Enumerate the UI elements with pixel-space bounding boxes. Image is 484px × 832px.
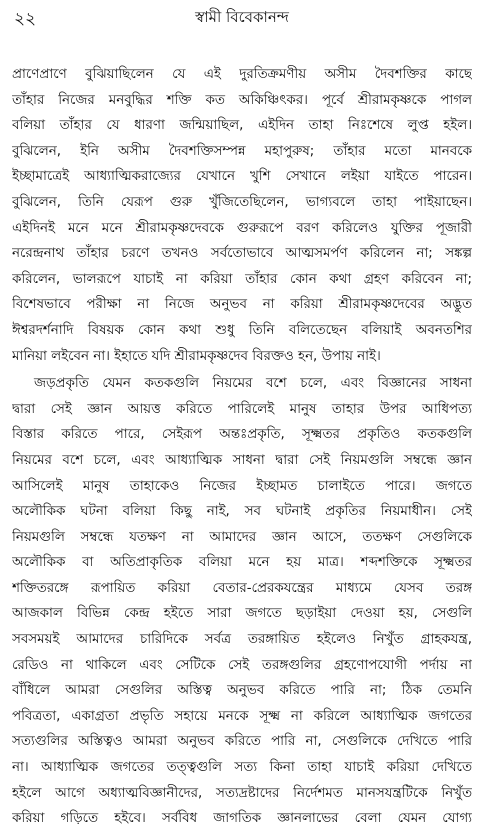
text-line: বিশেষভাবে পরীক্ষা না নিজে অনুভব না করিয়া শ্রীরামকৃষ্ণদেবের অদ্ভুত [12,297,472,313]
text-line: পবিত্রতা, একাগ্রতা প্রভৃতি সহায়ে মনকে সূক্ষ্ম না করিলে আধ্যাত্মিক জগতের [12,708,472,724]
text-line: নিয়মগুলি সম্বন্ধে যতক্ষণ না আমাদের জ্ঞান আসে, ততক্ষণ সেগুলিকে [12,529,472,545]
body-text [12,62,472,832]
text-line: শক্তিতরঙ্গে রূপায়িত করিয়া বেতার-প্রেরকযন্ত্রের মাধ্যমে যেসব তরঙ্গ [12,580,472,596]
text-line: দ্বারা সেই জ্ঞান আয়ত্ত করিতে পারিলেই মানুষ তাহার উপর আধিপত্য [12,401,472,417]
page-header [12,4,472,34]
running-title: স্বামী বিবেকানন্দ [195,8,289,26]
text-line: জড়প্রকৃতি যেমন কতকগুলি নিয়মের বশে চলে, এবং বিজ্ঞানের সাধনা [34,376,472,392]
text-line: বাঁধিলে আমরা সেগুলির অস্তিত্ব অনুভব করিতে পারি না; ঠিক তেমনি [12,683,472,699]
text-line: রেডিও না থাকিলে এবং সেটিকে সেই তরঙ্গগুলির গ্রহণোপযোগী পর্দায় না [12,657,472,673]
page-number: ২২ [14,9,37,29]
text-line: সবসময়ই আমাদের চারিদিকে সর্বত্র তরঙ্গায়িত হইলেও নিখুঁত গ্রাহকযন্ত্র, [12,632,472,648]
text-line: ঈশ্বরদর্শনাদি বিষয়ক কোন কথা শুধু তিনি বলিতেছেন বলিয়াই অবনতশির [12,322,472,338]
text-line: বুঝিলেন, ইনি অসীম দৈবশক্তিসম্পন্ন মহাপুরুষ; তাঁহার মতো মানবকে [12,143,472,159]
text-line: হইলে আগে অধ্যাত্মবিজ্ঞানীদের, সত্যদ্রষ্টাদের নির্দেশমত মানসযন্ত্রটিকে নিখুঁত [12,785,472,801]
text-line: বিস্তার করিতে পারে, সেইরূপ অন্তঃপ্রকৃতি, সূক্ষ্মতর প্রকৃতিও কতকগুলি [12,427,472,443]
paragraph-2 [12,371,472,832]
text-line: নিয়মের বশে চলে, এবং আধ্যাত্মিক সাধনা দ্বারা সেই নিয়মগুলি সম্বন্ধে জ্ঞান [12,452,472,468]
text-line: বুঝিলেন, তিনি যেরূপ গুরু খুঁজিতেছিলেন, ভাগ্যবলে তাহা পাইয়াছেন। [12,194,472,210]
text-line: আজকাল বিভিন্ন কেন্দ্র হইতে সারা জগতে ছড়াইয়া দেওয়া হয়, সেগুলি [12,606,472,622]
text-line: তাঁহার নিজের মনবুদ্ধির শক্তি কত অকিঞ্চিৎকর। পূর্বে শ্রীরামকৃষ্ণকে পাগল [12,92,472,108]
text-line: মানিয়া লইবেন না। ইহাতে যদি শ্রীরামকৃষ্ণদেব বিরক্তও হন, উপায় নাই। [12,348,381,364]
text-line: করিয়া গড়িতে হইবে। সর্ববিধ জাগতিক জ্ঞানলাভের বেলা যেমন যোগ্য [12,811,472,827]
text-line: সত্যগুলির অস্তিত্বও আমরা অনুভব করিতে পারি না, সেগুলিকে দেখিতে পারি [12,734,472,750]
text-line: প্রাণেপ্রাণে বুঝিয়াছিলেন যে এই দুরতিক্রমণীয় অসীম দৈবশক্তির কাছে [12,67,472,82]
paragraph-1 [12,62,472,369]
text-line: ইচ্ছামাত্রেই আধ্যাত্মিকরাজ্যের যেখানে খুশি সেখানে লইয়া যাইতে পারেন। [12,169,472,185]
text-line: আসিলেই মানুষ তাহাকেও নিজের ইচ্ছামত চালাইতে পারে। জগতে [12,478,472,494]
text-line: এইদিনই মনে মনে শ্রীরামকৃষ্ণদেবকে গুরুরূপে বরণ করিলেও যুক্তির পূজারী [12,220,472,236]
text-line: করিলেন, ভালরূপে যাচাই না করিয়া তাঁহার কোন কথা গ্রহণ করিবেন না; [12,271,472,287]
text-line: অলৌকিক বা অতিপ্রাকৃতিক বলিয়া মনে হয় মাত্র। শব্দশক্তিকে সূক্ষ্মতর [12,555,472,571]
text-line: বলিয়া তাঁহার যে ধারণা জন্মিয়াছিল, এইদিন তাহা নিঃশেষে লুপ্ত হইল। [12,118,472,134]
text-line: নরেন্দ্রনাথ তাঁহার চরণে তখনও সর্বতোভাবে আত্মসমর্পণ করিলেন না; সঙ্কল্প [12,246,472,262]
text-line: না। আধ্যাত্মিক জগতের তত্ত্বগুলি সত্য কিনা তাহা যাচাই করিয়া দেখিতে [12,760,472,776]
text-line: অলৌকিক ঘটনা বলিয়া কিছু নাই, সব ঘটনাই প্রকৃতির নিয়মাধীন। সেই [12,504,472,520]
